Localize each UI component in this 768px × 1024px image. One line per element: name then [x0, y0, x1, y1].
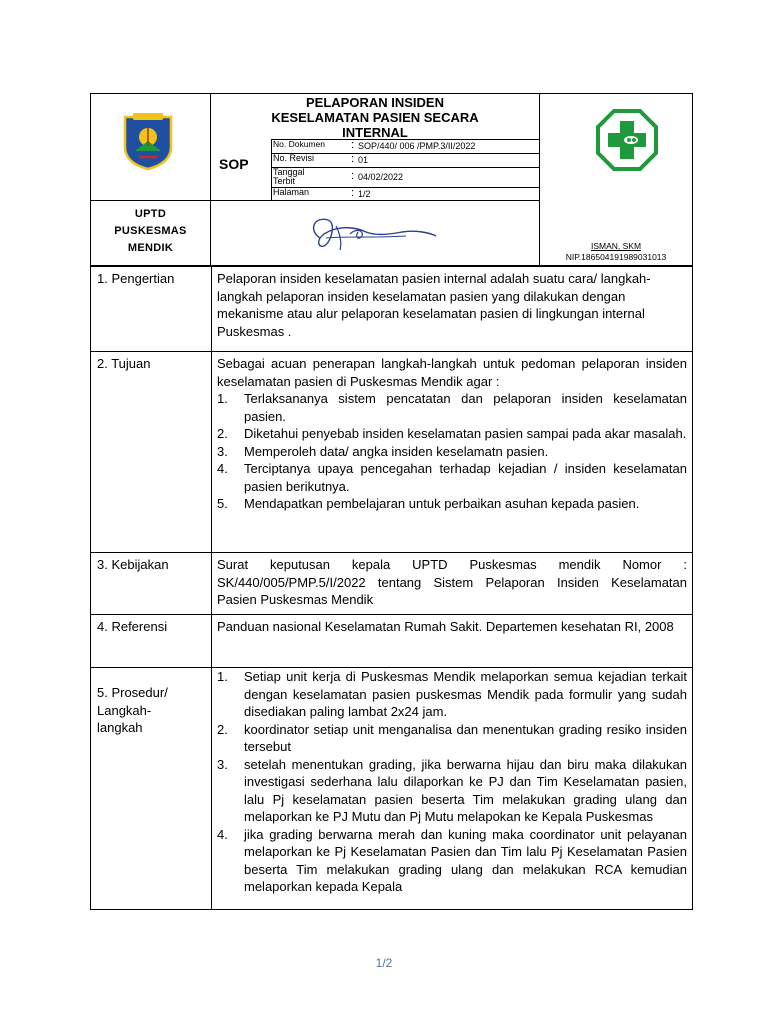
meta-value: SOP/440/ 006 /PMP.3/II/2022 [358, 141, 476, 151]
org-line: PUSKESMAS [114, 225, 187, 237]
list-number: 2. [217, 721, 228, 737]
meta-value: 1/2 [358, 189, 371, 199]
label-line: 5. Prosedur/ [97, 685, 168, 700]
list-number: 1. [217, 391, 228, 406]
list-item [217, 460, 687, 495]
list-text: koordinator setiap unit menganalisa dan menentukan grading resiko insiden tersebut [244, 721, 687, 754]
list-text: Terlaksananya sistem pencatatan dan pelaporan insiden keselamatan pasien. [244, 391, 687, 424]
list-text: Setiap unit kerja di Puskesmas Mendik melaporkan semua kejadian terkait dengan keselamatan pasien puskesmas Mendik pada formulir yang sudah disediakan paling lambat 2x24 jam. [244, 669, 687, 719]
list-item [217, 390, 687, 425]
section-body [217, 355, 687, 513]
header-table [90, 93, 693, 266]
meta-colon: : [351, 139, 355, 151]
sop-content-table [90, 266, 693, 910]
list-text: Memperoleh data/ angka insiden keselamatn pasien. [244, 443, 549, 459]
tujuan-list [217, 390, 687, 513]
puskesmas-logo-icon [596, 109, 658, 171]
label-line: Langkah- [97, 702, 152, 718]
list-item [217, 721, 687, 756]
org-line: MENDIK [127, 242, 174, 254]
meta-colon: : [351, 170, 355, 182]
list-text: Diketahui penyebab insiden keselamatan pasien sampai pada akar masalah. [244, 426, 687, 441]
section-tujuan [91, 351, 692, 552]
section-label: 3. Kebijakan [97, 557, 169, 572]
list-number: 4. [217, 826, 228, 842]
title-line: PELAPORAN INSIDEN [306, 95, 444, 110]
list-item [217, 425, 687, 443]
org-line: UPTD [134, 208, 167, 220]
page-number: 1/2 [375, 956, 393, 970]
section-label: 2. Tujuan [97, 356, 151, 371]
list-text: Terciptanya upaya pencegahan terhadap kejadian / insiden keselamatan pasien berikutnya. [244, 461, 687, 494]
list-item [217, 495, 687, 513]
list-text: jika grading berwarna merah dan kuning maka coordinator unit pelayanan melaporkan ke Pj Keselamatan Pasien dan Tim lalu Pj Keselamatan Pasien beserta Tim melakukan grading ulang dan melakukan RCA kemudian melaporkan kepada Kepala [244, 826, 687, 894]
meta-label: No. Dokumen [273, 139, 325, 149]
list-item [217, 826, 687, 896]
section-label [97, 684, 207, 737]
section-text: Panduan nasional Keselamatan Rumah Sakit. Departemen kesehatan RI, 2008 [217, 619, 674, 634]
section-body [217, 668, 687, 896]
section-referensi [91, 614, 692, 667]
list-number: 1. [217, 669, 228, 684]
sop-label: SOP [219, 156, 249, 172]
signer-name: ISMAN, SKM [590, 241, 642, 251]
prosedur-list [217, 668, 687, 896]
list-number: 3. [217, 756, 228, 772]
regency-crest-icon [121, 111, 175, 171]
document-title [211, 95, 539, 140]
list-text: setelah menentukan grading, jika berwarna hijau dan biru maka dilakukan investigasi sederhana lalu dilaporkan ke PJ dan Tim Keselamatan pasien, lalu Pj keselamatan pasien beserta Tim melakukan grading ulang dan melaporkan ke PJ Mutu dan Pj Mutu melapokan ke Kepala Puskesmas [244, 756, 687, 824]
list-item [217, 668, 687, 721]
section-prosedur [91, 667, 692, 909]
section-kebijakan [91, 552, 692, 614]
meta-label: Halaman [273, 187, 310, 197]
section-label: 4. Referensi [97, 619, 168, 634]
section-text: Surat keputusan kepala UPTD Puskesmas mendik Nomor : SK/440/005/PMP.5/I/2022 tentang Sistem Pelaporan Insiden Keselamatan Pasien Puskesmas Mendik [217, 557, 687, 607]
meta-colon: : [351, 153, 355, 165]
list-text: Mendapatkan pembelajaran untuk perbaikan asuhan kepada pasien. [244, 496, 640, 511]
label-line: langkah [97, 720, 143, 735]
section-text: Pelaporan insiden keselamatan pasien internal adalah suatu cara/ langkah-langkah pelaporan insiden keselamatan pasien yang dilakukan dengan mekanisme atau alur pelaporan keselamatan pasien di lingkungan internal Puskesmas . [217, 271, 651, 339]
meta-colon: : [351, 187, 355, 199]
meta-value: 01 [358, 155, 369, 165]
meta-label: Tanggal Terbit [273, 167, 305, 186]
meta-value: 04/02/2022 [358, 172, 404, 182]
section-pengertian [91, 266, 692, 351]
section-label: 1. Pengertian [97, 271, 175, 286]
signature-icon [306, 212, 441, 252]
list-number: 4. [217, 461, 228, 476]
list-item [217, 443, 687, 461]
signer-nip: NIP.186504191989031013 [565, 252, 667, 262]
section-intro: Sebagai acuan penerapan langkah-langkah untuk pedoman pelaporan insiden keselamatan pasien di Puskesmas Mendik agar : [217, 356, 687, 389]
signer-block [539, 241, 693, 263]
title-line: KESELAMATAN PASIEN SECARA [271, 110, 479, 125]
list-number: 3. [217, 443, 228, 459]
organization-name [91, 206, 210, 257]
title-line: INTERNAL [342, 125, 408, 140]
list-number: 2. [217, 426, 228, 441]
list-number: 5. [217, 496, 228, 511]
meta-label: No. Revisi [273, 153, 315, 163]
list-item [217, 756, 687, 826]
